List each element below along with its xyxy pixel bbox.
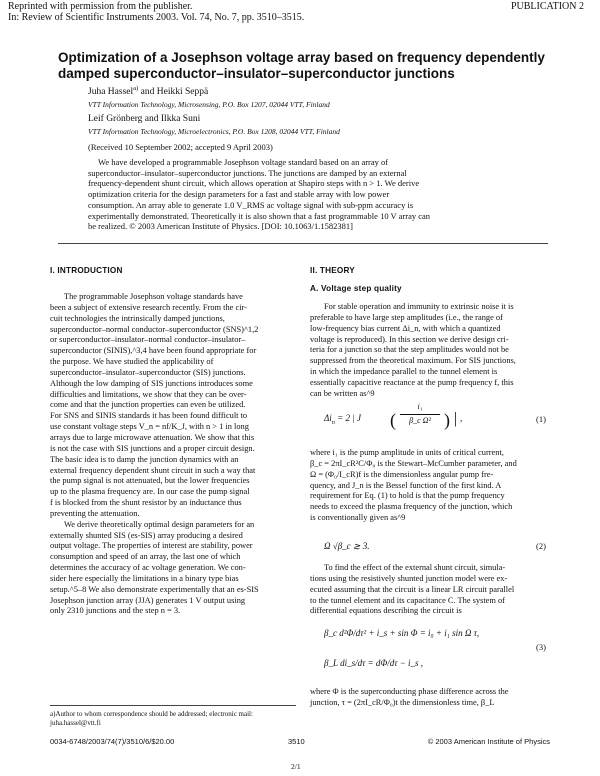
text-line: or superconductor–insulator–normal conductor–insulator– — [50, 335, 246, 345]
text-line: external frequency dependent shunt circuit in such a way that — [50, 465, 256, 475]
affiliation-2: VTT Information Technology, Microelectronics, P.O. Box 1208, 02044 VTT, Finland — [88, 127, 340, 136]
text-line: Although the low damping of SIS junctions introduces some — [50, 378, 253, 388]
text-line: To find the effect of the external shunt circuit, simula- — [324, 563, 506, 572]
footnote: a)Author to whom correspondence should be addressed; electronic mail: juha.hassel@vtt.fi — [50, 710, 253, 727]
abstract-line: We have developed a programmable Josephson voltage standard based on an array of — [98, 157, 389, 167]
text-line: output voltage. The properties of interest are stability, power — [50, 541, 253, 551]
text-line: For SNS and SINIS standards it has been found difficult to — [50, 411, 248, 421]
text-line: suppressed from the theoretical maximum. For SIS junctions, — [310, 356, 516, 366]
text-line: determines the accuracy of ac voltage generation. We con- — [50, 563, 246, 573]
equation-3-number: (3) — [536, 642, 546, 652]
authors-2: Leif Grönberg and Ilkka Suni — [88, 114, 201, 124]
text-line: preventing the attenuation. — [50, 508, 140, 518]
section-heading-introduction: I. INTRODUCTION — [50, 266, 123, 275]
text-line: β_c = 2πI_cR²C/Φ₀ is the Stewart–McCumber parameter, and — [310, 458, 517, 468]
abstract-divider — [58, 243, 548, 244]
theory-body-2 — [310, 448, 550, 524]
theory-body-3 — [310, 563, 550, 617]
title-line-2: damped superconductor–insulator–superconductor junctions — [58, 66, 455, 81]
text-line: Josephson junction array (JJA) generates 1 V output using — [50, 595, 246, 605]
reprint-notice: Reprinted with permission from the publisher. — [8, 1, 193, 12]
text-line: differential equations describing the circuit is — [310, 606, 462, 616]
page-number: 3510 — [288, 737, 305, 746]
text-line: teria for a junction so that the step amplitudes would not be — [310, 345, 509, 355]
text-line: f is blocked from the shunt resistor by an inductance thus — [50, 498, 242, 508]
abstract — [88, 157, 548, 232]
received-dates: (Received 10 September 2002; accepted 9 April 2003) — [88, 142, 273, 152]
text-line: only 2310 junctions and the step n = 3. — [50, 606, 181, 616]
text-line: is not the case with SIS junctions and a proper circuit design. — [50, 443, 255, 453]
issn-line: 0034-6748/2003/74(7)/3510/6/$20.00 — [50, 737, 175, 746]
text-line: needs to exceed the plasma frequency of the junction, which — [310, 502, 513, 512]
section-heading-theory: II. THEORY — [310, 266, 355, 275]
abstract-line: optimization criteria for the design parameters for a fast and stable array with low power — [88, 189, 390, 200]
equation-2: Ω √β_c ≳ 3. — [324, 541, 370, 551]
text-line: superconductor–insulator–superconductor (SIS) junctions. — [50, 367, 246, 377]
text-line: superconductor–normal conductor–superconductor (SNS)^1,2 — [50, 324, 259, 334]
theory-body-4 — [310, 687, 550, 709]
text-line: The basic idea is to damp the junction dynamics with an — [50, 454, 239, 464]
text-line: quency, and J_n is the Bessel function of the first kind. A — [310, 480, 502, 490]
equation-1-number: (1) — [536, 414, 546, 424]
authors-1: Juha Hassel$^{a)}$ and Heikki Seppä — [88, 84, 209, 97]
citation: In: Review of Scientific Instruments 2003. Vol. 74, No. 7, pp. 3510–3515. — [8, 12, 305, 23]
text-line: difficulties and limitations, we show that they can be over- — [50, 389, 247, 399]
text-line: come and that the junction properties can even be utilized. — [50, 400, 246, 410]
text-line: arrays due to large microwave attenuation. We show that this — [50, 432, 255, 442]
abstract-line: superconductor–insulator–superconductor junctions. The junctions are damped by an external — [88, 167, 407, 178]
text-line: Ω = (Φ₀/I_cR)f is the dimensionless angular pump fre- — [310, 469, 494, 479]
text-line: where i₁ is the pump amplitude in units of critical current, — [310, 448, 504, 457]
title-line-1: Optimization of a Josephson voltage array based on frequency dependently — [58, 50, 545, 65]
text-line: been a subject of extensive research recently. From the cir- — [50, 302, 247, 312]
footnote-divider — [50, 705, 296, 706]
text-line: setup.^5–8 We also demonstrate experimentally that an es-SIS — [50, 584, 259, 594]
text-line: where Φ is the superconducting phase difference across the — [310, 687, 509, 696]
text-line: We derive theoretically optimal design parameters for an — [64, 519, 255, 529]
text-line: essentially capacitive reactance at the pump frequency f, this — [310, 377, 514, 387]
page-marker: 2/1 — [291, 762, 301, 771]
text-line: low-frequency bias current Δi_n, with which a quantized — [310, 323, 501, 333]
text-line: requirement for Eq. (1) to hold is that the pump frequency — [310, 491, 505, 501]
affiliation-1: VTT Information Technology, Microsensing, P.O. Box 1207, 02044 VTT, Finland — [88, 100, 330, 109]
abstract-line: consumption. An array able to generate 1.0 V_RMS ac voltage signal with sub-ppm accuracy is — [88, 199, 414, 210]
text-line: The programmable Josephson voltage standards have — [64, 292, 243, 301]
equation-3b: β_L di_s/dτ = dΦ/dτ − i_s , — [324, 658, 424, 668]
publication-label: PUBLICATION 2 — [510, 1, 584, 12]
text-line: superconductor (SINIS),^3,4 have been found appropriate for — [50, 346, 257, 356]
text-line: voltage is reproduced). In this section we derive design cri- — [310, 334, 509, 344]
introduction-body — [50, 292, 296, 617]
text-line: For stable operation and immunity to extrinsic noise it is — [324, 302, 514, 311]
text-line: consumption and speed of an array, the last one of which — [50, 552, 241, 562]
theory-body-1 — [310, 302, 550, 400]
text-line: junction, τ = (2πI_cR/Φ₀)t the dimensionless time, β_L — [310, 697, 495, 707]
copyright: © 2003 American Institute of Physics — [427, 737, 550, 746]
text-line: cuit technologies the intrinsically damped junctions, — [50, 313, 225, 323]
text-line: externally shunted SIS (es-SIS) array producing a desired — [50, 530, 243, 540]
text-line: ecuted assuming that the circuit is a linear LR circuit parallel — [310, 584, 515, 594]
equation-3a: β_c d²Φ/dτ² + i_s + sin Φ = i₀ + i₁ sin Ω τ, — [324, 628, 480, 638]
text-line: in which the impedance parallel to the tunnel element is — [310, 367, 498, 377]
text-line: preferable to have large step amplitudes (i.e., the range of — [310, 312, 503, 322]
abstract-line: be realized. © 2003 American Institute of Physics. [DOI: 10.1063/1.1582381] — [88, 221, 353, 232]
text-line: is conventionally given as^9 — [310, 513, 406, 523]
abstract-line: experimentally demonstrated. Theoretically it is also shown that a fast programmable 10 V array can — [88, 210, 431, 221]
text-line: up to the plasma frequency are. In our case the pump signal — [50, 487, 250, 497]
text-line: the pump signal is not attenuated, but the lower frequencies — [50, 476, 250, 486]
equation-2-number: (2) — [536, 541, 546, 551]
subsection-heading: A. Voltage step quality — [310, 284, 402, 293]
text-line: sider here especially the limitations in a binary type bias — [50, 573, 239, 583]
text-line: the purpose. We have studied the applicability of — [50, 357, 214, 367]
text-line: can be written as^9 — [310, 388, 375, 398]
text-line: use constant voltage steps V_n = nf/K_J, with n > 1 in long — [50, 422, 249, 432]
text-line: tions using the resistively shunted junction model were ex- — [310, 573, 508, 583]
text-line: to the tunnel element and its capacitance C. The system of — [310, 595, 505, 605]
equation-1: $\Delta i_n = 2$ | J ( i₁ β_c Ω² ) | , — [324, 402, 463, 430]
abstract-line: frequency-dependent shunt circuit, which allows operation at Shapiro steps with n > 1. We derive — [88, 178, 420, 189]
